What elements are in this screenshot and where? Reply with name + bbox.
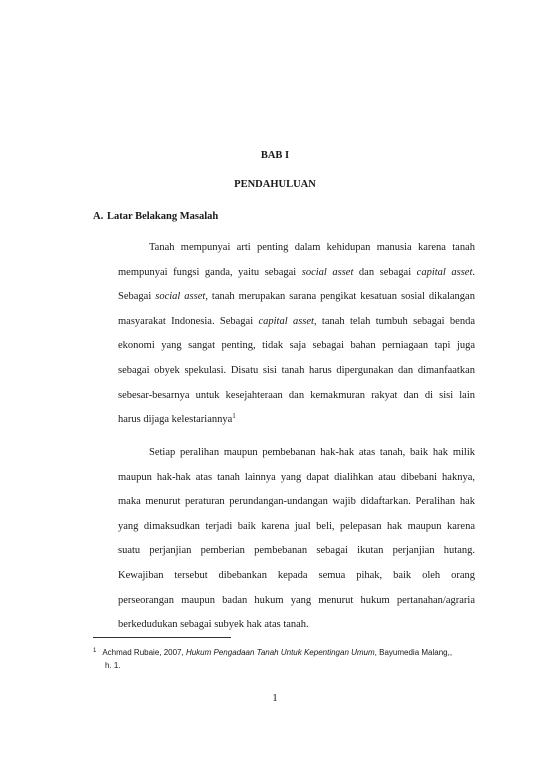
footnote-book-title: Hukum Pengadaan Tanah Untuk Kepentingan Umum: [185, 648, 375, 657]
footnote-ref[interactable]: 1: [232, 412, 236, 421]
paragraph-line: berkedudukan sebagai subyek hak atas tanah.: [118, 619, 309, 631]
section-heading: [93, 211, 218, 222]
paragraph-line: perseorangan maupun badan hukum yang menurut hukum pertanahan/agraria: [118, 594, 475, 606]
paragraph-line: Kewajiban tersebut dibebankan kepada semua pihak, baik oleh orang: [118, 569, 475, 581]
paragraph-line: Tanah mempunyai arti penting dalam kehidupan manusia karena tanah: [149, 242, 475, 253]
page-number: 1: [272, 692, 278, 704]
paragraph-1: [118, 241, 475, 438]
section-number: A.: [93, 211, 104, 222]
paragraph-2: [118, 446, 475, 643]
footnote-line: h. 1.: [105, 661, 121, 670]
paragraph-line: yang dimaksudkan terjadi baik karena jual beli, pelepasan hak maupun karena: [118, 520, 475, 532]
term-italic: social asset: [301, 266, 354, 278]
paragraph-line: maupun hak-hak atas tanah lainnya yang dapat dialihkan atau dibebani haknya,: [118, 471, 475, 483]
paragraph-line: Setiap peralihan maupun pembebanan hak-hak atas tanah, baik hak milik: [149, 447, 475, 458]
paragraph-line: suatu perjanjian pemberian pembebanan sebagai ikutan perjanjian hutang.: [118, 545, 475, 557]
paragraph-line: mempunyai fungsi ganda, yaitu sebagai social asset dan sebagai capital asset.: [118, 266, 475, 278]
paragraph-line: maka menurut peraturan perundangan-undangan wajib didaftarkan. Peralihan hak: [118, 496, 475, 508]
footnote: [93, 645, 493, 672]
footnote-line: $^1$ Achmad Rubaie, 2007, Hukum Pengadaan Tanah Untuk Kepentingan Umum, Bayumedia Malang,,: [93, 648, 453, 657]
chapter-number: BAB I: [260, 150, 290, 161]
term-italic: capital asset: [258, 315, 314, 327]
paragraph-line: ekonomi yang sangat penting, tidak saja sebagai bahan perniagaan tapi juga: [118, 340, 475, 352]
footnote-mark: 1: [93, 648, 97, 654]
chapter-title: PENDAHULUAN: [234, 179, 316, 190]
paragraph-line: harus dijaga kelestariannya$^1$: [118, 412, 236, 426]
term-italic: social asset: [155, 291, 206, 303]
paragraph-line: sebesar-besarnya untuk kesejahteraan dan kemakmuran rakyat dan di sisi lain: [118, 389, 475, 401]
paragraph-line: sebagai obyek spekulasi. Disatu sisi tanah harus dipergunakan dan dimanfaatkan: [118, 364, 475, 376]
paragraph-line: Sebagai social asset, tanah merupakan sarana pengikat kesatuan sosial dikalangan: [118, 291, 475, 303]
section-title: Latar Belakang Masalah: [107, 211, 219, 222]
paragraph-line: masyarakat Indonesia. Sebagai capital asset, tanah telah tumbuh sebagai benda: [118, 315, 475, 327]
footnote-separator: [93, 637, 231, 638]
term-italic: capital asset: [416, 266, 473, 278]
